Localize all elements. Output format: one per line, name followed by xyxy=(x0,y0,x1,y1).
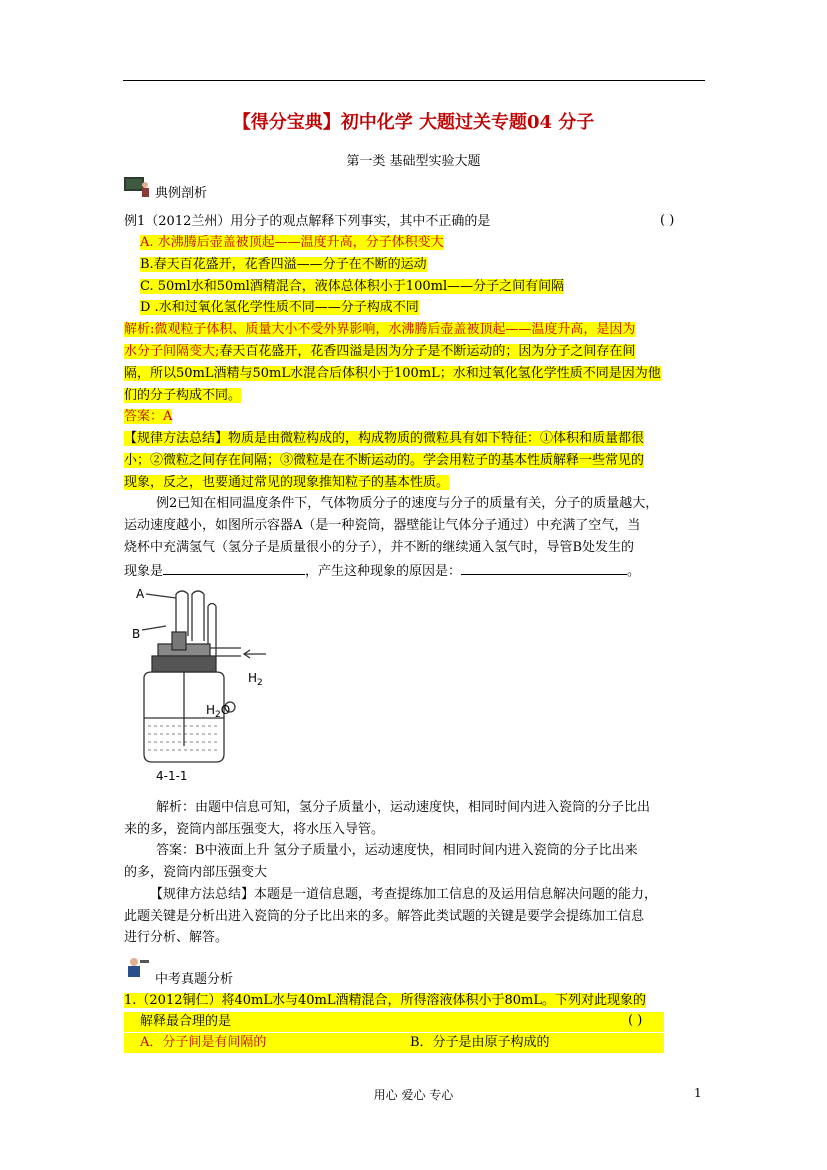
ex1-answer-paren: ( ) xyxy=(660,213,675,228)
apparatus-figure xyxy=(126,586,276,784)
page-subtitle: 第一类 基础型实验大题 xyxy=(346,154,481,169)
ex1-option-b: B.春天百花盛开，花香四溢——分子在不断的运动 xyxy=(140,257,427,272)
ex2-analysis-line: 解析：由题中信息可知，氢分子质量小，运动速度快，相同时间内进入瓷筒的分子比出 xyxy=(156,800,651,815)
figure-label-h2o: $H_2O$ xyxy=(206,703,231,720)
q1-stem: 1.（2012铜仁）将40mL水与40mL酒精混合，所得溶液体积小于80mL。下列对此现象的 xyxy=(124,993,646,1008)
ex2-summary-line: 进行分析、解答。 xyxy=(124,930,229,945)
ex1-analysis-line: 水分子间隔变大;春天百花盛开，花香四溢是因为分子是不断运动的；因为分子之间存在间 xyxy=(124,344,636,359)
q1-options: A．分子间是有间隔的 B．分子是由原子构成的 xyxy=(124,1033,664,1053)
ex1-analysis-line: 们的分子构成不同。 xyxy=(124,388,242,403)
header-rule xyxy=(123,80,705,81)
page-number: 1 xyxy=(694,1086,702,1100)
ex2-answer-line: 的多，瓷筒内部压强变大 xyxy=(124,865,268,880)
figure-caption: 4-1-1 xyxy=(156,769,188,783)
ex1-analysis-line: 解析:微观粒子体积、质量大小不受外界影响，水沸腾后壶盖被顶起——温度升高，是因为 xyxy=(124,322,636,337)
ex1-answer: 答案：A xyxy=(124,409,173,424)
ex1-summary-line: 小；②微粒之间存在间隔；③微粒是在不断运动的。学会用粒子的基本性质解释一些常见的 xyxy=(124,453,645,468)
ex2-text-line: 运动速度越小，如图所示容器A（是一种瓷筒，器壁能让气体分子通过）中充满了空气，当 xyxy=(124,518,641,533)
q1-stem2: 解释最合理的是 xyxy=(124,1012,664,1032)
teacher-icon xyxy=(124,176,150,198)
figure-label-b: B xyxy=(132,627,141,641)
ex1-summary-line: 【规律方法总结】物质是由微粒构成的，构成物质的微粒具有如下特征：①体积和质量都很 xyxy=(124,431,645,446)
ex1-option-a: A. 水沸腾后壶盖被顶起——温度升高，分子体积变大 xyxy=(140,235,444,250)
answer-blank-1[interactable] xyxy=(163,560,305,575)
ex2-text-line: 烧杯中充满氢气（氢分子是质量很小的分子），并不断的继续通入氢气时，导管B处发生的 xyxy=(124,540,635,555)
q1-answer-paren: ( ) xyxy=(628,1013,643,1028)
teacher-icon xyxy=(124,956,150,978)
ex2-summary-line: 【规律方法总结】本题是一道信息题，考查提练加工信息的及运用信息解决问题的能力， xyxy=(150,887,658,902)
ex1-summary-line: 现象，反之，也要通过常见的现象推知粒子的基本性质。 xyxy=(124,475,450,490)
ex2-summary-line: 此题关键是分析出进入瓷筒的分子比出来的多。解答此类试题的关键是要学会提练加工信息 xyxy=(124,909,645,924)
ex1-option-d: D .水和过氧化氢化学性质不同——分子构成不同 xyxy=(140,300,419,315)
ex2-text-line: 例2已知在相同温度条件下，气体物质分子的速度与分子的质量有关，分子的质量越大， xyxy=(156,496,659,511)
section-label: 典例剖析 xyxy=(155,186,208,201)
figure-label-a: A xyxy=(136,587,145,601)
ex2-answer-line: 答案：B中液面上升 氢分子质量小，运动速度快，相同时间内进入瓷筒的分子比出来 xyxy=(156,843,638,858)
ex1-option-c: C. 50ml水和50ml酒精混合，液体总体积小于100ml——分子之间有间隔 xyxy=(140,279,565,294)
ex2-question: 现象是 ，产生这种现象的原因是： 。 xyxy=(124,560,640,582)
ex1-analysis-line: 隔，所以50mL酒精与50mL水混合后体积小于100mL；水和过氧化氢化学性质不同是因为他 xyxy=(124,366,661,381)
section-label: 中考真题分析 xyxy=(155,972,234,987)
ex1-stem: 例1（2012兰州）用分子的观点解释下列事实，其中不正确的是 xyxy=(124,214,491,229)
figure-label-h2: $H_2$ xyxy=(248,671,263,688)
footer-motto: 用心 爱心 专心 xyxy=(373,1088,454,1102)
ex2-analysis-line: 来的多，瓷筒内部压强变大，将水压入导管。 xyxy=(124,822,385,837)
answer-blank-2[interactable] xyxy=(461,560,627,575)
page-title: 【得分宝典】初中化学 大题过关专题04 分子 xyxy=(232,112,595,133)
